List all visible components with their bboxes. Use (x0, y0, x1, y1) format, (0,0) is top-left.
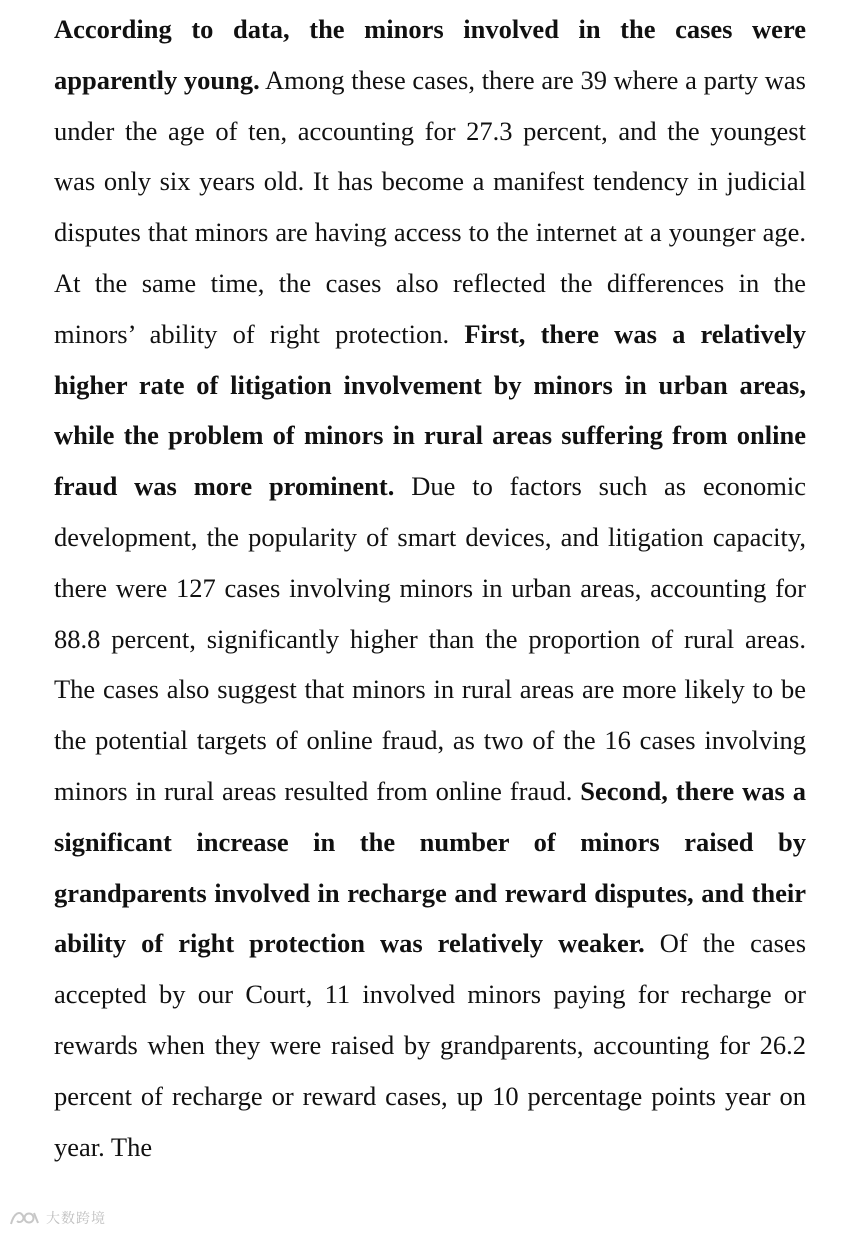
bold-lead-sentence: According to data, the minors involved in the cases were apparently young. (54, 14, 806, 95)
body-text: Among these cases, there are 39 where a party was under the age of ten, accounting for 27.3 percent, and the youngest was only six years old. It has become a manifest tendency in judicial disputes that minors are having access to the internet at a younger age. At the same time, the cases also reflected the differences in the minors’ ability of right protection. (54, 64, 806, 349)
kanji-logo-icon (8, 1207, 40, 1229)
watermark (8, 1206, 106, 1230)
body-text: Of the cases accepted by our Court, 11 involved minors paying for recharge or rewards when they were raised by grandparents, accounting for 26.2 percent of recharge or reward cases, up 10 percentage points year on year. The (54, 928, 807, 1162)
bold-point-second: Second, there was a significant increase in the number of minors raised by grandparents involved in recharge and reward disputes, and their ability of right protection was relatively weaker. (54, 775, 806, 959)
body-paragraph (54, 4, 806, 1172)
body-text: Due to factors such as economic development, the popularity of smart devices, and litigation capacity, there were 127 cases involving minors in urban areas, accounting for 88.8 percent, significantly higher than the proportion of rural areas. The cases also suggest that minors in rural areas are more likely to be the potential targets of online fraud, as two of the 16 cases involving minors in rural areas resulted from online fraud. (54, 471, 806, 806)
watermark-text: 大数跨境 (46, 1211, 106, 1227)
bold-point-first: First, there was a relatively higher rate of litigation involvement by minors in urban areas, while the problem of minors in rural areas suffering from online fraud was more prominent. (54, 318, 806, 502)
